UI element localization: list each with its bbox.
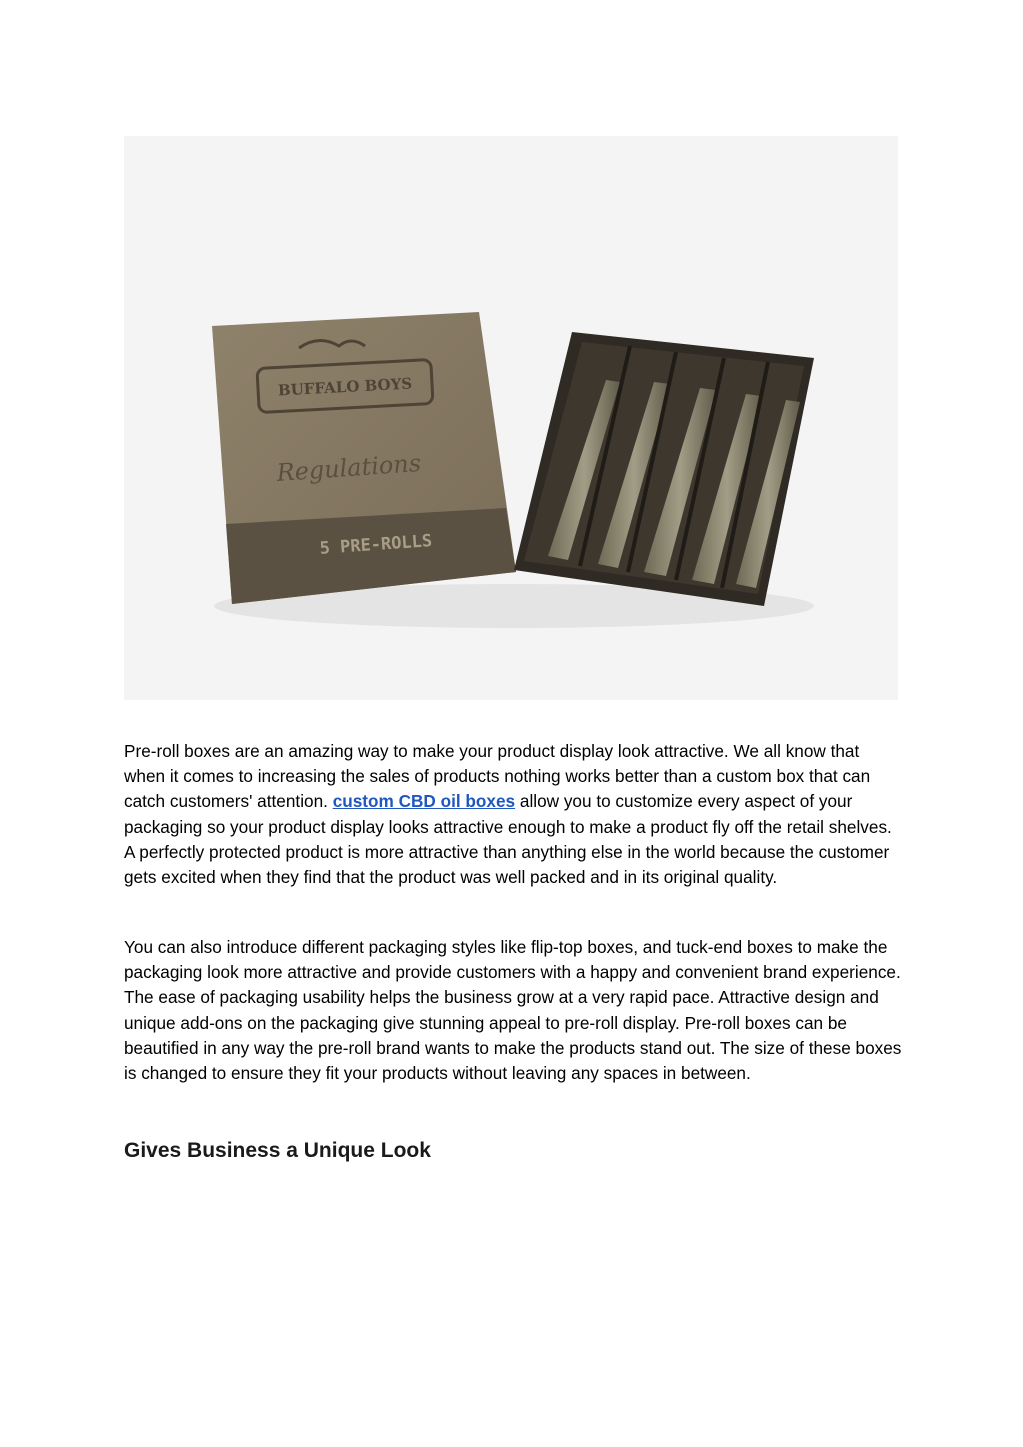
lid-script-label: Regulations [275,448,422,488]
paragraph-1-text-end: allow you to customize every aspect of your packaging so your product display looks attractive enough to make a product fly off the retail shelves. A perfectly protected product is more attractive than anything else in the world because the customer gets excited when they find that the product was well packed and in its original quality. [124,791,892,888]
box-tray [514,332,814,606]
custom-cbd-oil-boxes-link[interactable]: custom CBD oil boxes [332,791,516,812]
box-lid [212,312,516,604]
paragraph-2-text: You can also introduce different packaging styles like flip-top boxes, and tuck-end boxes to make the packaging look more attractive and provide customers with a happy and convenient brand experience. The ease of packaging usability helps the business grow at a very rapid pace. Attractive design and unique add-ons on the packaging give stunning appeal to pre-roll display. Pre-roll boxes can be beautified in any way the pre-roll brand wants to make the products stand out. The size of these boxes is changed to ensure they fit your products without leaving any spaces in between. [124,937,902,1084]
paragraph-1 [124,739,904,890]
paragraph-2 [124,935,904,1086]
lid-count-label: 5 PRE-ROLLS [319,531,433,559]
pre-roll-box-image [124,136,898,700]
section-heading: Gives Business a Unique Look [124,1139,431,1162]
lid-brand-label: BUFFALO BOYS [277,374,413,400]
product-photo [124,136,898,700]
paragraph-1-text-start: Pre-roll boxes are an amazing way to make your product display look attractive. We all know that when it comes to increasing the sales of products nothing works better than a custom box that can catch customers' attention. [124,741,871,812]
